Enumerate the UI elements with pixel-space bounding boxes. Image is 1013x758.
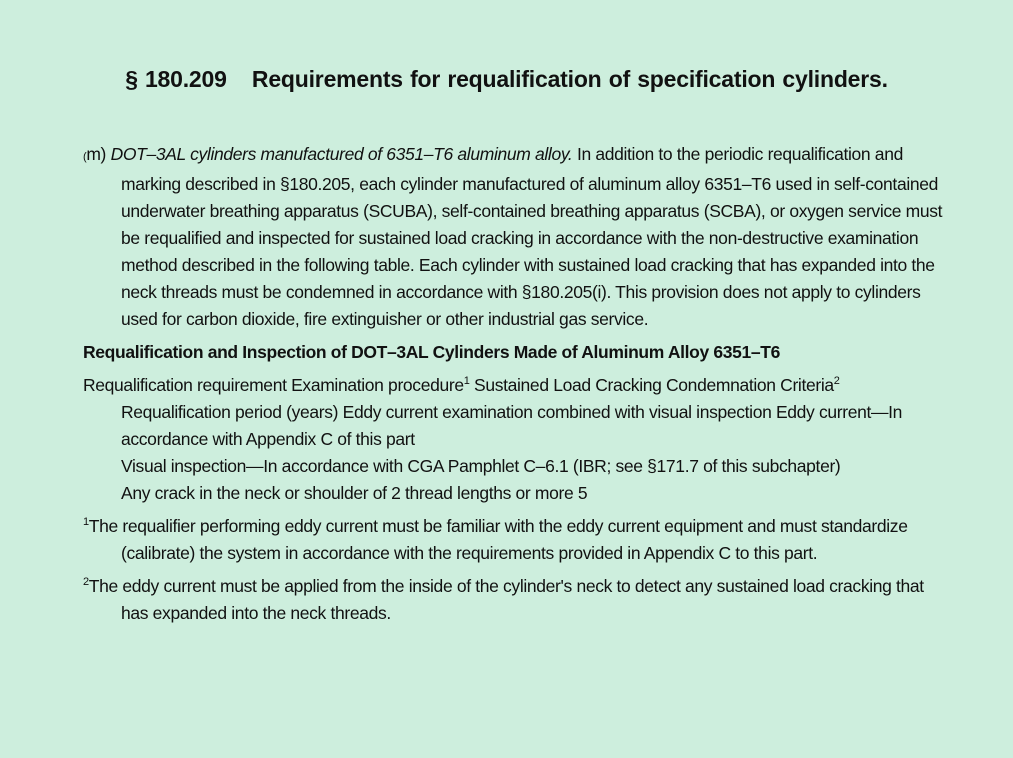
document-body <box>83 141 943 633</box>
paragraph-italic-heading: DOT–3AL cylinders manufactured of 6351–T6 aluminum alloy. <box>110 144 573 164</box>
footnote-2-mark: 2 <box>83 576 89 589</box>
table-text-part2: Sustained Load Cracking Condemnation Criteria <box>469 375 834 395</box>
footnote-2-text: The eddy current must be applied from the inside of the cylinder's neck to detect any sustained load cracking that has expanded into the neck threads. <box>88 576 924 623</box>
paragraph-letter: m) <box>86 144 107 164</box>
table-text-part1: Requalification requirement Examination procedure <box>83 375 464 395</box>
table-text-part3: Requalification period (years) Eddy current examination combined with visual inspection Eddy current—In accordance with Appendix C of this part <box>121 402 903 449</box>
paragraph-m <box>83 141 943 333</box>
paragraph-open-paren: ( <box>83 151 87 163</box>
footnote-1-mark: 1 <box>83 516 89 529</box>
footnote-1-text: The requalifier performing eddy current must be familiar with the eddy current equipment and must standardize (calibrate) the system in accordance with the requirements provided in Appendix C to this part. <box>88 516 908 563</box>
table-text <box>83 372 943 507</box>
table-text-line3: Any crack in the neck or shoulder of 2 thread lengths or more 5 <box>121 483 588 503</box>
section-title: Requirements for requalification of specification cylinders. <box>251 66 888 92</box>
footnote-1 <box>83 513 943 567</box>
table-text-line2: Visual inspection—In accordance with CGA Pamphlet C–6.1 (IBR; see §171.7 of this subchapter) <box>121 456 841 476</box>
footnote-ref-1: 1 <box>463 375 470 388</box>
paragraph-text: In addition to the periodic requalification and marking described in §180.205, each cylinder manufactured of aluminum alloy 6351–T6 used in self-contained underwater breathing apparatus (SCUBA), self-contained breathing apparatus (SCBA), or oxygen service must be requalified and inspected for sustained load cracking in accordance with the non-destructive examination method described in the following table. Each cylinder with sustained load cracking that has expanded into the neck threads must be condemned in accordance with §180.205(i). This provision does not apply to cylinders used for carbon dioxide, fire extinguisher or other industrial gas service. <box>121 144 943 329</box>
section-heading <box>0 66 1013 93</box>
section-number: § 180.209 <box>125 66 227 92</box>
table-title: Requalification and Inspection of DOT–3AL Cylinders Made of Aluminum Alloy 6351–T6 <box>83 342 781 362</box>
footnote-2 <box>83 573 943 627</box>
footnote-ref-2: 2 <box>833 375 840 388</box>
